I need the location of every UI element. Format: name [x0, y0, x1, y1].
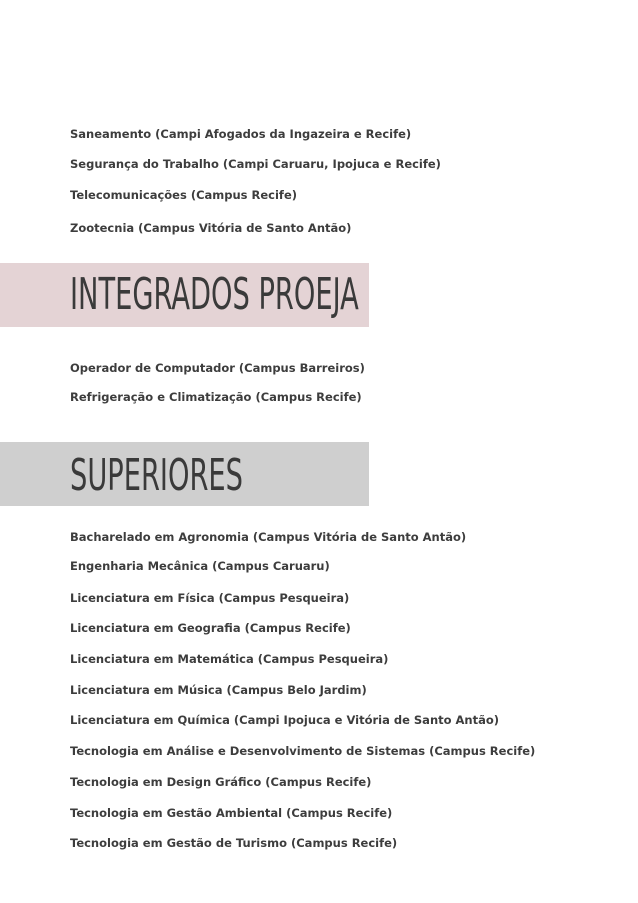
superiores-title: SUPERIORES	[70, 450, 243, 501]
course-engenharia-mecanica: Engenharia Mecânica (Campus Caruaru)	[70, 559, 330, 573]
course-telecomunicacoes: Telecomunicações (Campus Recife)	[70, 188, 297, 202]
course-fisica: Licenciatura em Física (Campus Pesqueira)	[70, 591, 350, 605]
course-matematica: Licenciatura em Matemática (Campus Pesqueira)	[70, 652, 389, 666]
course-quimica: Licenciatura em Química (Campi Ipojuca e Vitória de Santo Antão)	[70, 713, 500, 727]
course-gestao-turismo: Tecnologia em Gestão de Turismo (Campus Recife)	[70, 836, 398, 850]
course-ads: Tecnologia em Análise e Desenvolvimento de Sistemas (Campus Recife)	[70, 744, 536, 758]
course-agronomia: Bacharelado em Agronomia (Campus Vitória de Santo Antão)	[70, 530, 467, 544]
proeja-title: INTEGRADOS PROEJA	[70, 269, 359, 320]
course-gestao-ambiental: Tecnologia em Gestão Ambiental (Campus Recife)	[70, 806, 393, 820]
course-saneamento: Saneamento (Campi Afogados da Ingazeira e Recife)	[70, 127, 412, 141]
course-zootecnia: Zootecnia (Campus Vitória de Santo Antão)	[70, 221, 352, 235]
course-seguranca-trabalho: Segurança do Trabalho (Campi Caruaru, Ipojuca e Recife)	[70, 157, 441, 171]
course-refrigeracao: Refrigeração e Climatização (Campus Recife)	[70, 390, 362, 404]
course-operador-computador: Operador de Computador (Campus Barreiros)	[70, 361, 365, 375]
course-geografia: Licenciatura em Geografia (Campus Recife)	[70, 621, 351, 635]
course-design-grafico: Tecnologia em Design Gráfico (Campus Recife)	[70, 775, 372, 789]
course-musica: Licenciatura em Música (Campus Belo Jardim)	[70, 683, 367, 697]
